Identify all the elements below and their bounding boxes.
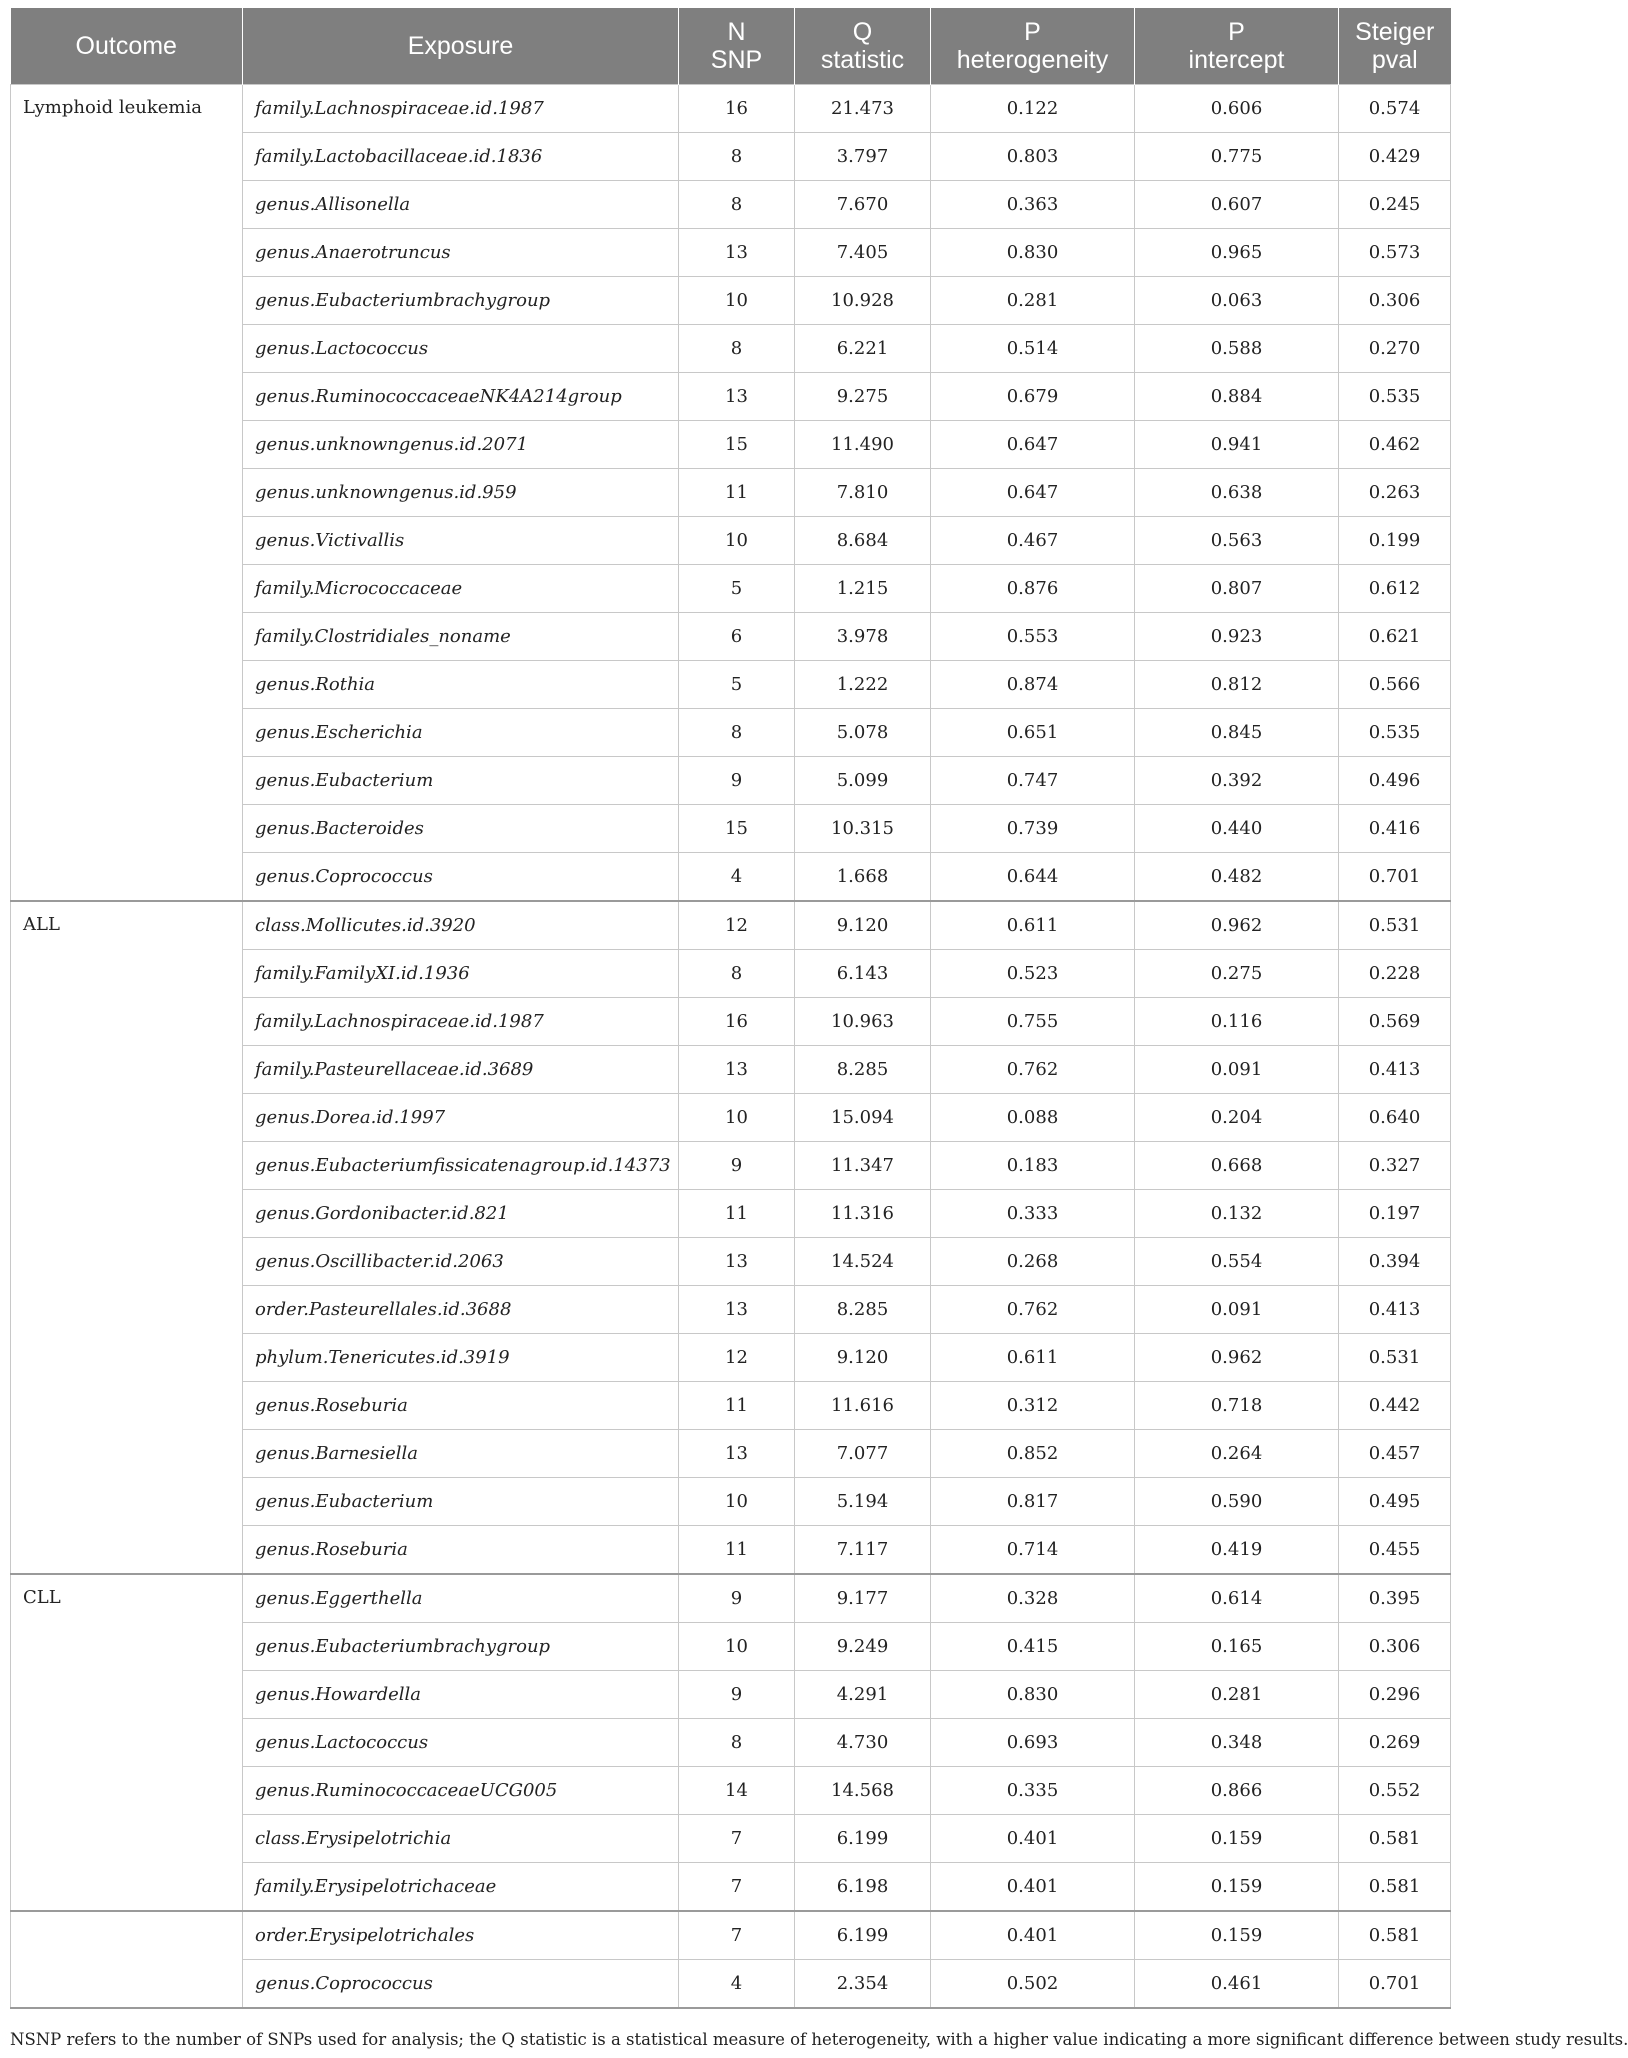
q-cell: 11.316 <box>795 1190 931 1238</box>
pint-cell: 0.165 <box>1135 1623 1339 1671</box>
pint-cell: 0.965 <box>1135 229 1339 277</box>
nsnp-cell: 11 <box>679 1190 795 1238</box>
exposure-cell: genus.Escherichia <box>243 709 679 757</box>
phet-cell: 0.693 <box>931 1719 1135 1767</box>
q-cell: 6.199 <box>795 1911 931 1960</box>
phet-cell: 0.852 <box>931 1430 1135 1478</box>
steiger-cell: 0.535 <box>1339 373 1451 421</box>
steiger-cell: 0.640 <box>1339 1094 1451 1142</box>
exposure-cell: genus.Gordonibacter.id.821 <box>243 1190 679 1238</box>
outcome-cell: CLL <box>11 1574 243 1911</box>
pint-cell: 0.606 <box>1135 85 1339 133</box>
exposure-cell: genus.Eubacteriumfissicatenagroup.id.14373 <box>243 1142 679 1190</box>
q-cell: 9.249 <box>795 1623 931 1671</box>
nsnp-cell: 5 <box>679 565 795 613</box>
nsnp-cell: 8 <box>679 133 795 181</box>
column-header-line: Outcome <box>75 32 177 60</box>
pint-cell: 0.419 <box>1135 1526 1339 1575</box>
phet-cell: 0.553 <box>931 613 1135 661</box>
q-cell: 6.198 <box>795 1863 931 1912</box>
exposure-cell: family.Lactobacillaceae.id.1836 <box>243 133 679 181</box>
steiger-cell: 0.581 <box>1339 1911 1451 1960</box>
phet-cell: 0.830 <box>931 1671 1135 1719</box>
exposure-cell: genus.Eggerthella <box>243 1574 679 1623</box>
q-cell: 10.315 <box>795 805 931 853</box>
phet-cell: 0.762 <box>931 1286 1135 1334</box>
steiger-cell: 0.535 <box>1339 709 1451 757</box>
nsnp-cell: 8 <box>679 1719 795 1767</box>
nsnp-cell: 9 <box>679 1671 795 1719</box>
phet-cell: 0.830 <box>931 229 1135 277</box>
q-cell: 21.473 <box>795 85 931 133</box>
nsnp-cell: 13 <box>679 1238 795 1286</box>
column-header-line: intercept <box>1188 46 1285 74</box>
outcome-cell: Lymphoid leukemia <box>11 85 243 902</box>
pint-cell: 0.159 <box>1135 1911 1339 1960</box>
phet-cell: 0.739 <box>931 805 1135 853</box>
column-header-nsnp <box>679 8 795 85</box>
column-header-line: P <box>1228 18 1245 46</box>
table-row <box>11 1574 1451 1623</box>
steiger-cell: 0.612 <box>1339 565 1451 613</box>
exposure-cell: genus.Oscillibacter.id.2063 <box>243 1238 679 1286</box>
phet-cell: 0.874 <box>931 661 1135 709</box>
exposure-cell: class.Erysipelotrichia <box>243 1815 679 1863</box>
pint-cell: 0.638 <box>1135 469 1339 517</box>
nsnp-cell: 8 <box>679 181 795 229</box>
q-cell: 11.347 <box>795 1142 931 1190</box>
nsnp-cell: 4 <box>679 1960 795 2009</box>
steiger-cell: 0.306 <box>1339 1623 1451 1671</box>
pint-cell: 0.807 <box>1135 565 1339 613</box>
steiger-cell: 0.531 <box>1339 901 1451 950</box>
steiger-cell: 0.269 <box>1339 1719 1451 1767</box>
phet-cell: 0.647 <box>931 421 1135 469</box>
phet-cell: 0.122 <box>931 85 1135 133</box>
q-cell: 15.094 <box>795 1094 931 1142</box>
exposure-cell: genus.Roseburia <box>243 1382 679 1430</box>
phet-cell: 0.747 <box>931 757 1135 805</box>
exposure-cell: family.Pasteurellaceae.id.3689 <box>243 1046 679 1094</box>
pint-cell: 0.461 <box>1135 1960 1339 2009</box>
nsnp-cell: 13 <box>679 373 795 421</box>
exposure-cell: family.Clostridiales_noname <box>243 613 679 661</box>
exposure-cell: genus.unknowngenus.id.2071 <box>243 421 679 469</box>
steiger-cell: 0.462 <box>1339 421 1451 469</box>
phet-cell: 0.333 <box>931 1190 1135 1238</box>
steiger-cell: 0.574 <box>1339 85 1451 133</box>
phet-cell: 0.876 <box>931 565 1135 613</box>
exposure-cell: family.Lachnospiraceae.id.1987 <box>243 85 679 133</box>
pint-cell: 0.866 <box>1135 1767 1339 1815</box>
exposure-cell: genus.Roseburia <box>243 1526 679 1575</box>
q-cell: 9.120 <box>795 901 931 950</box>
heterogeneity-table <box>10 8 1451 2009</box>
q-cell: 1.222 <box>795 661 931 709</box>
exposure-cell: genus.Bacteroides <box>243 805 679 853</box>
steiger-cell: 0.416 <box>1339 805 1451 853</box>
nsnp-cell: 6 <box>679 613 795 661</box>
results-table-container <box>10 8 1450 2009</box>
exposure-cell: genus.Coprococcus <box>243 1960 679 2009</box>
steiger-cell: 0.395 <box>1339 1574 1451 1623</box>
exposure-cell: genus.Eubacteriumbrachygroup <box>243 277 679 325</box>
phet-cell: 0.328 <box>931 1574 1135 1623</box>
pint-cell: 0.440 <box>1135 805 1339 853</box>
exposure-cell: genus.RuminococcaceaeUCG005 <box>243 1767 679 1815</box>
q-cell: 5.078 <box>795 709 931 757</box>
steiger-cell: 0.531 <box>1339 1334 1451 1382</box>
nsnp-cell: 8 <box>679 709 795 757</box>
table-row <box>11 85 1451 133</box>
pint-cell: 0.204 <box>1135 1094 1339 1142</box>
q-cell: 6.143 <box>795 950 931 998</box>
table-body <box>11 85 1451 2009</box>
steiger-cell: 0.197 <box>1339 1190 1451 1238</box>
phet-cell: 0.679 <box>931 373 1135 421</box>
steiger-cell: 0.199 <box>1339 517 1451 565</box>
outcome-cell <box>11 1911 243 2008</box>
column-header-exposure <box>243 8 679 85</box>
q-cell: 8.285 <box>795 1286 931 1334</box>
phet-cell: 0.647 <box>931 469 1135 517</box>
table-row <box>11 1911 1451 1960</box>
pint-cell: 0.554 <box>1135 1238 1339 1286</box>
nsnp-cell: 16 <box>679 85 795 133</box>
exposure-cell: genus.Lactococcus <box>243 1719 679 1767</box>
exposure-cell: phylum.Tenericutes.id.3919 <box>243 1334 679 1382</box>
q-cell: 11.490 <box>795 421 931 469</box>
pint-cell: 0.482 <box>1135 853 1339 902</box>
steiger-cell: 0.552 <box>1339 1767 1451 1815</box>
outcome-cell: ALL <box>11 901 243 1574</box>
nsnp-cell: 10 <box>679 277 795 325</box>
nsnp-cell: 9 <box>679 1574 795 1623</box>
phet-cell: 0.514 <box>931 325 1135 373</box>
pint-cell: 0.116 <box>1135 998 1339 1046</box>
phet-cell: 0.523 <box>931 950 1135 998</box>
pint-cell: 0.588 <box>1135 325 1339 373</box>
phet-cell: 0.312 <box>931 1382 1135 1430</box>
steiger-cell: 0.245 <box>1339 181 1451 229</box>
exposure-cell: genus.Lactococcus <box>243 325 679 373</box>
pint-cell: 0.392 <box>1135 757 1339 805</box>
phet-cell: 0.183 <box>931 1142 1135 1190</box>
nsnp-cell: 11 <box>679 1382 795 1430</box>
exposure-cell: genus.Barnesiella <box>243 1430 679 1478</box>
phet-cell: 0.755 <box>931 998 1135 1046</box>
q-cell: 14.568 <box>795 1767 931 1815</box>
exposure-cell: genus.Eubacterium <box>243 757 679 805</box>
exposure-cell: genus.Eubacteriumbrachygroup <box>243 1623 679 1671</box>
exposure-cell: family.Micrococcaceae <box>243 565 679 613</box>
table-header <box>11 8 1451 85</box>
nsnp-cell: 11 <box>679 469 795 517</box>
q-cell: 7.670 <box>795 181 931 229</box>
exposure-cell: family.Lachnospiraceae.id.1987 <box>243 998 679 1046</box>
q-cell: 9.177 <box>795 1574 931 1623</box>
nsnp-cell: 10 <box>679 1478 795 1526</box>
nsnp-cell: 15 <box>679 421 795 469</box>
nsnp-cell: 8 <box>679 950 795 998</box>
exposure-cell: class.Mollicutes.id.3920 <box>243 901 679 950</box>
steiger-cell: 0.569 <box>1339 998 1451 1046</box>
column-header-steiger <box>1339 8 1451 85</box>
steiger-cell: 0.296 <box>1339 1671 1451 1719</box>
q-cell: 7.405 <box>795 229 931 277</box>
pint-cell: 0.159 <box>1135 1863 1339 1912</box>
nsnp-cell: 10 <box>679 1623 795 1671</box>
phet-cell: 0.803 <box>931 133 1135 181</box>
q-cell: 4.291 <box>795 1671 931 1719</box>
phet-cell: 0.281 <box>931 277 1135 325</box>
q-cell: 10.928 <box>795 277 931 325</box>
pint-cell: 0.275 <box>1135 950 1339 998</box>
pint-cell: 0.884 <box>1135 373 1339 421</box>
column-header-line: Q <box>852 18 873 46</box>
steiger-cell: 0.566 <box>1339 661 1451 709</box>
pint-cell: 0.668 <box>1135 1142 1339 1190</box>
phet-cell: 0.088 <box>931 1094 1135 1142</box>
q-cell: 10.963 <box>795 998 931 1046</box>
pint-cell: 0.281 <box>1135 1671 1339 1719</box>
exposure-cell: order.Erysipelotrichales <box>243 1911 679 1960</box>
phet-cell: 0.467 <box>931 517 1135 565</box>
phet-cell: 0.714 <box>931 1526 1135 1575</box>
steiger-cell: 0.270 <box>1339 325 1451 373</box>
pint-cell: 0.348 <box>1135 1719 1339 1767</box>
q-cell: 1.215 <box>795 565 931 613</box>
phet-cell: 0.335 <box>931 1767 1135 1815</box>
column-header-line: P <box>1024 18 1041 46</box>
pint-cell: 0.091 <box>1135 1046 1339 1094</box>
steiger-cell: 0.496 <box>1339 757 1451 805</box>
column-header-line: statistic <box>820 46 905 74</box>
exposure-cell: genus.Allisonella <box>243 181 679 229</box>
steiger-cell: 0.701 <box>1339 1960 1451 2009</box>
nsnp-cell: 7 <box>679 1911 795 1960</box>
steiger-cell: 0.263 <box>1339 469 1451 517</box>
phet-cell: 0.415 <box>931 1623 1135 1671</box>
nsnp-cell: 9 <box>679 757 795 805</box>
column-header-line: SNP <box>710 46 763 74</box>
column-header-line: Steiger <box>1355 18 1435 46</box>
steiger-cell: 0.413 <box>1339 1046 1451 1094</box>
column-header-q <box>795 8 931 85</box>
q-cell: 9.275 <box>795 373 931 421</box>
pint-cell: 0.812 <box>1135 661 1339 709</box>
exposure-cell: family.FamilyXI.id.1936 <box>243 950 679 998</box>
nsnp-cell: 4 <box>679 853 795 902</box>
steiger-cell: 0.457 <box>1339 1430 1451 1478</box>
q-cell: 7.077 <box>795 1430 931 1478</box>
column-header-line: heterogeneity <box>956 46 1109 74</box>
phet-cell: 0.611 <box>931 1334 1135 1382</box>
nsnp-cell: 10 <box>679 1094 795 1142</box>
nsnp-cell: 9 <box>679 1142 795 1190</box>
q-cell: 3.978 <box>795 613 931 661</box>
exposure-cell: genus.RuminococcaceaeNK4A214group <box>243 373 679 421</box>
steiger-cell: 0.413 <box>1339 1286 1451 1334</box>
nsnp-cell: 11 <box>679 1526 795 1575</box>
header-row <box>11 8 1451 85</box>
steiger-cell: 0.442 <box>1339 1382 1451 1430</box>
q-cell: 7.810 <box>795 469 931 517</box>
pint-cell: 0.563 <box>1135 517 1339 565</box>
pint-cell: 0.718 <box>1135 1382 1339 1430</box>
exposure-cell: family.Erysipelotrichaceae <box>243 1863 679 1912</box>
q-cell: 5.194 <box>795 1478 931 1526</box>
pint-cell: 0.775 <box>1135 133 1339 181</box>
column-header-line: N <box>727 18 746 46</box>
nsnp-cell: 14 <box>679 1767 795 1815</box>
column-header-line: Exposure <box>407 32 514 60</box>
exposure-cell: order.Pasteurellales.id.3688 <box>243 1286 679 1334</box>
q-cell: 6.199 <box>795 1815 931 1863</box>
steiger-cell: 0.581 <box>1339 1863 1451 1912</box>
pint-cell: 0.607 <box>1135 181 1339 229</box>
exposure-cell: genus.Howardella <box>243 1671 679 1719</box>
phet-cell: 0.401 <box>931 1911 1135 1960</box>
exposure-cell: genus.unknowngenus.id.959 <box>243 469 679 517</box>
q-cell: 9.120 <box>795 1334 931 1382</box>
q-cell: 5.099 <box>795 757 931 805</box>
q-cell: 4.730 <box>795 1719 931 1767</box>
phet-cell: 0.644 <box>931 853 1135 902</box>
q-cell: 2.354 <box>795 1960 931 2009</box>
column-header-outcome <box>11 8 243 85</box>
nsnp-cell: 12 <box>679 1334 795 1382</box>
steiger-cell: 0.228 <box>1339 950 1451 998</box>
phet-cell: 0.817 <box>931 1478 1135 1526</box>
phet-cell: 0.401 <box>931 1815 1135 1863</box>
steiger-cell: 0.455 <box>1339 1526 1451 1575</box>
exposure-cell: genus.Dorea.id.1997 <box>243 1094 679 1142</box>
nsnp-cell: 8 <box>679 325 795 373</box>
pint-cell: 0.063 <box>1135 277 1339 325</box>
exposure-cell: genus.Eubacterium <box>243 1478 679 1526</box>
q-cell: 8.285 <box>795 1046 931 1094</box>
nsnp-cell: 10 <box>679 517 795 565</box>
q-cell: 6.221 <box>795 325 931 373</box>
nsnp-cell: 16 <box>679 998 795 1046</box>
pint-cell: 0.614 <box>1135 1574 1339 1623</box>
q-cell: 1.668 <box>795 853 931 902</box>
q-cell: 8.684 <box>795 517 931 565</box>
phet-cell: 0.363 <box>931 181 1135 229</box>
nsnp-cell: 13 <box>679 229 795 277</box>
nsnp-cell: 7 <box>679 1815 795 1863</box>
steiger-cell: 0.327 <box>1339 1142 1451 1190</box>
nsnp-cell: 13 <box>679 1046 795 1094</box>
nsnp-cell: 7 <box>679 1863 795 1912</box>
nsnp-cell: 12 <box>679 901 795 950</box>
nsnp-cell: 13 <box>679 1286 795 1334</box>
steiger-cell: 0.394 <box>1339 1238 1451 1286</box>
pint-cell: 0.132 <box>1135 1190 1339 1238</box>
q-cell: 14.524 <box>795 1238 931 1286</box>
nsnp-cell: 15 <box>679 805 795 853</box>
pint-cell: 0.264 <box>1135 1430 1339 1478</box>
phet-cell: 0.401 <box>931 1863 1135 1912</box>
pint-cell: 0.923 <box>1135 613 1339 661</box>
phet-cell: 0.762 <box>931 1046 1135 1094</box>
exposure-cell: genus.Victivallis <box>243 517 679 565</box>
pint-cell: 0.590 <box>1135 1478 1339 1526</box>
exposure-cell: genus.Anaerotruncus <box>243 229 679 277</box>
exposure-cell: genus.Coprococcus <box>243 853 679 902</box>
column-header-line: pval <box>1371 46 1418 74</box>
q-cell: 11.616 <box>795 1382 931 1430</box>
pint-cell: 0.159 <box>1135 1815 1339 1863</box>
column-header-pint <box>1135 8 1339 85</box>
steiger-cell: 0.495 <box>1339 1478 1451 1526</box>
pint-cell: 0.091 <box>1135 1286 1339 1334</box>
nsnp-cell: 5 <box>679 661 795 709</box>
steiger-cell: 0.429 <box>1339 133 1451 181</box>
pint-cell: 0.941 <box>1135 421 1339 469</box>
phet-cell: 0.502 <box>931 1960 1135 2009</box>
column-header-phet <box>931 8 1135 85</box>
steiger-cell: 0.701 <box>1339 853 1451 902</box>
steiger-cell: 0.621 <box>1339 613 1451 661</box>
table-row <box>11 901 1451 950</box>
q-cell: 3.797 <box>795 133 931 181</box>
phet-cell: 0.611 <box>931 901 1135 950</box>
exposure-cell: genus.Rothia <box>243 661 679 709</box>
phet-cell: 0.268 <box>931 1238 1135 1286</box>
steiger-cell: 0.581 <box>1339 1815 1451 1863</box>
steiger-cell: 0.573 <box>1339 229 1451 277</box>
q-cell: 7.117 <box>795 1526 931 1575</box>
phet-cell: 0.651 <box>931 709 1135 757</box>
pint-cell: 0.962 <box>1135 1334 1339 1382</box>
steiger-cell: 0.306 <box>1339 277 1451 325</box>
table-footnote: NSNP refers to the number of SNPs used for analysis; the Q statistic is a statistical measure of heterogeneity, with a higher value indicating a more significant difference between study results. <box>10 2030 1628 2049</box>
pint-cell: 0.845 <box>1135 709 1339 757</box>
nsnp-cell: 13 <box>679 1430 795 1478</box>
pint-cell: 0.962 <box>1135 901 1339 950</box>
